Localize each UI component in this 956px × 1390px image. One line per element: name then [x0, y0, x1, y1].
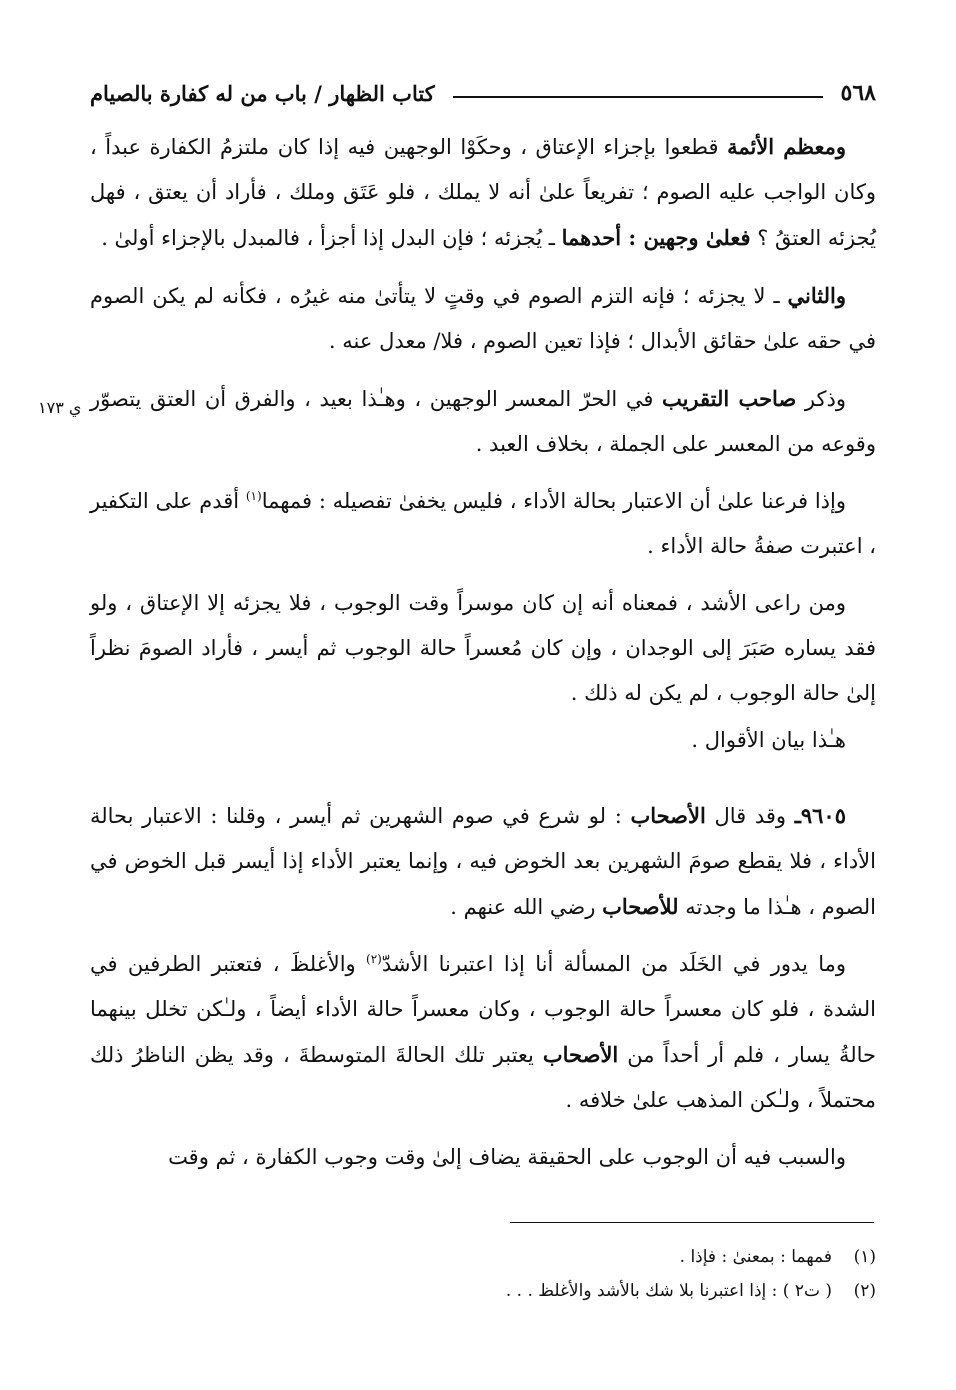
bold-term: والثاني — [787, 283, 846, 308]
footnote-number: (٢) — [853, 1281, 876, 1301]
footnote-number: (١) — [853, 1247, 876, 1267]
bold-term: الأصحاب — [630, 803, 706, 828]
paragraph-text: : لو شرع في صوم الشهرين ثم أيسر ، وقلنا : الاعتبار بحالة الأداء ، فلا يقطع صومَ الشهرين بعد الخوض فيه ، وإنما يعتبر الأداء إذا أيسر قبل الخوض في الصوم ، هـٰذا ما وجدته — [90, 804, 876, 919]
running-title: كتاب الظهار / باب من له كفارة بالصيام — [90, 80, 435, 106]
page-header — [90, 76, 876, 110]
margin-reference: ي ١٧٣ — [38, 398, 82, 417]
paragraph-2 — [90, 273, 876, 364]
paragraph-9 — [90, 1135, 876, 1180]
footnote-ref: (٢) — [366, 952, 382, 966]
paragraph-text: يعتبر تلك الحالةَ المتوسطةَ ، وقد يظن الناظرُ ذلك محتملاً ، ولـٰكن المذهب علىٰ خلافه . — [90, 1043, 876, 1112]
footnotes — [90, 1240, 876, 1308]
footnote-text: ( ت٢ ) : إذا اعتبرنا بلا شك بالأشد والأغلظ . . . — [505, 1281, 832, 1301]
paragraph-8 — [90, 942, 876, 1123]
bold-term: فعلىٰ وجهين : أحدهما — [561, 225, 751, 250]
paragraph-6 — [90, 718, 876, 763]
bold-term: صاحب التقريب — [661, 386, 797, 411]
bold-term: الأصحاب — [542, 1042, 619, 1067]
bold-term: ومعظم الأئمة — [727, 134, 846, 159]
paragraph-text: وما يدور في الخَلَد من المسألة أنا إذا اعتبرنا الأشدّ — [381, 952, 846, 976]
paragraph-5 — [90, 581, 876, 716]
paragraph-4 — [90, 479, 876, 569]
paragraph-text: قطعوا بإجزاء الإعتاق ، وحكَوْا الوجهين فيه إذا كان ملتزمُ الكفارة عبداً ، وكان الواجب عليه الصوم ؛ تفريعاً علىٰ أنه لا يملك ، فلو عَتَق وملك ، فأراد أن يعتق ، فهل يُجزئه العتقُ ؟ — [90, 135, 876, 250]
footnote-divider — [510, 1222, 874, 1223]
paragraph-text: ـ لا يجزئه ؛ فإنه التزم الصوم في وقتٍ لا يتأتىٰ منه غيرُه ، فكأنه لم يكن الصوم في حقه علىٰ حقائق الأبدال ؛ فإذا تعين الصوم ، فلا/ معدل عنه . — [90, 284, 876, 353]
bold-term: للأصحاب — [602, 894, 679, 919]
paragraph-text: والأغلظَ ، فتعتبر الطرفين في الشدة ، فلو كان معسراً حالة الوجوب ، وكان معسراً حالة الأداء أيضاً ، ولـٰكن تخلل بينهما حالةُ يسار ، فلم أر أحداً من — [90, 952, 876, 1067]
paragraph-text: في الحرّ المعسر الوجهين ، وهـٰذا بعيد ، والفرق أن العتق يتصوّر وقوعه من المعسر على الجملة ، بخلاف العبد . — [90, 387, 876, 456]
paragraph-7 — [90, 793, 876, 930]
paragraph-text: والسبب فيه أن الوجوب على الحقيقة يضاف إلىٰ وقت وجوب الكفارة ، ثم وقت — [168, 1145, 846, 1169]
footnote — [90, 1274, 876, 1308]
page-number: ٥٦٨ — [840, 80, 876, 106]
footnote — [90, 1240, 876, 1274]
paragraph-text: هـٰذا بيان الأقوال . — [691, 728, 846, 752]
paragraph-text: رضي الله عنهم . — [450, 895, 603, 919]
paragraph-1 — [90, 124, 876, 261]
footnote-text: فمهما : بمعنىٰ : فإذا . — [679, 1247, 832, 1267]
paragraph-text: وقد قال — [705, 804, 795, 828]
paragraph-text: أقدم على التكفير ، اعتبرت صفةُ حالة الأداء . — [90, 489, 876, 558]
footnote-ref: (١) — [245, 489, 262, 503]
header-rule — [453, 96, 823, 98]
paragraph-text: وإذا فرعنا علىٰ أن الاعتبار بحالة الأداء ، فليس يخفىٰ تفصيله : فمهما — [261, 489, 846, 513]
paragraph-text: ـ يُجزئه ؛ فإن البدل إذا أجزأ ، فالمبدل بالإجزاء أولىٰ . — [101, 226, 562, 250]
paragraph-3 — [90, 376, 876, 467]
paragraph-text: وذكر — [796, 387, 846, 411]
paragraph-text: ومن راعى الأشد ، فمعناه أنه إن كان موسراً وقت الوجوب ، فلا يجزئه إلا الإعتاق ، ولو فقد يساره صَبَرَ إلى الوجدان ، وإن كان مُعسراً حالة الوجوب ثم أيسر ، فأراد الصومَ نظراً إلىٰ حالة الوجوب ، لم يكن له ذلك . — [90, 591, 876, 705]
page-body — [90, 124, 876, 1192]
issue-number: ٩٦٠٥ـ — [794, 803, 846, 828]
